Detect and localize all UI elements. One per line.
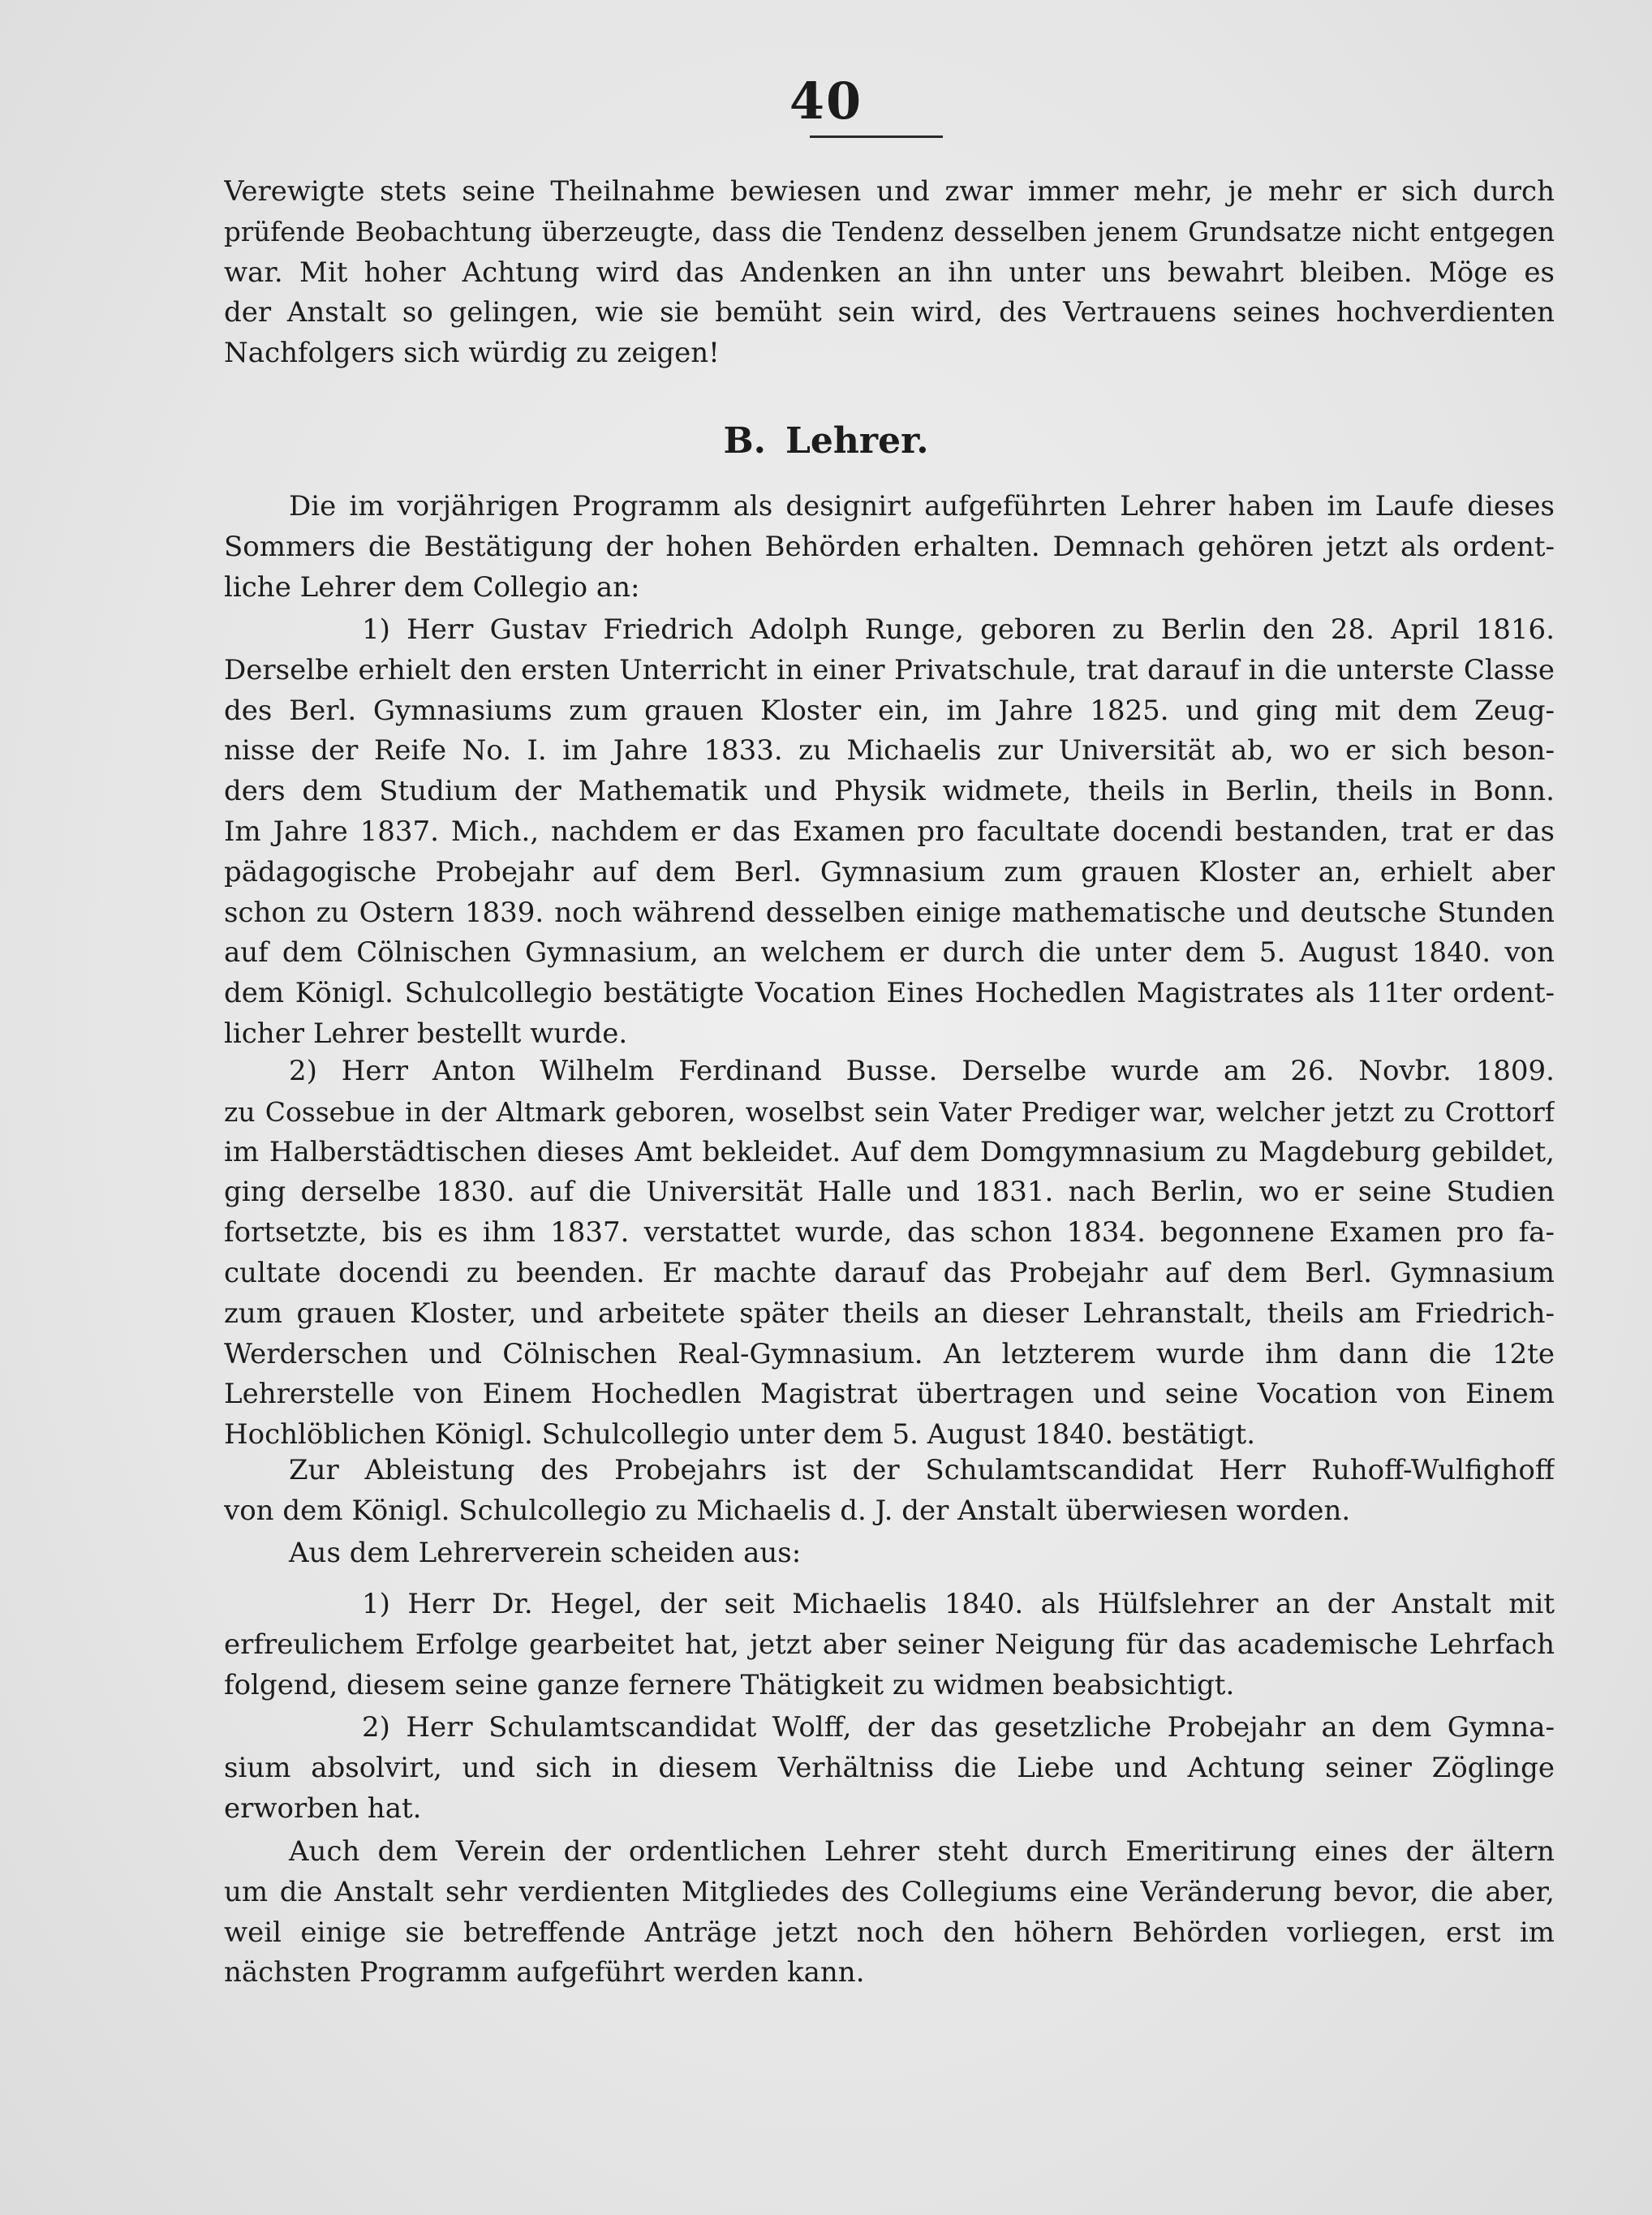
text-line: war. Mit hoher Achtung wird das Andenken an ihn unter uns bewahrt bleiben. Möge es: [224, 256, 1555, 289]
text-line: Verewigte stets seine Theilnahme bewiesen und zwar immer mehr, je mehr er sich durch: [224, 175, 1555, 208]
paragraph-teachers-intro: [224, 487, 1555, 608]
text-line: 2) Herr Anton Wilhelm Ferdinand Busse. Derselbe wurde am 26. Novbr. 1809.: [289, 1055, 1555, 1087]
paragraph-hegel: [224, 1585, 1555, 1705]
text-line: des Berl. Gymnasiums zum grauen Kloster ein, im Jahre 1825. und ging mit dem Zeug-: [224, 694, 1555, 727]
text-line: licher Lehrer bestellt wurde.: [224, 1017, 628, 1050]
text-line: Hochlöblichen Königl. Schulcollegio unter dem 5. August 1840. bestätigt.: [224, 1418, 1255, 1452]
section-label: B.: [723, 420, 766, 462]
text-line: weil einige sie betreffende Anträge jetzt noch den höhern Behörden vorliegen, erst im: [224, 1916, 1555, 1949]
text-line: Sommers die Bestätigung der hohen Behörden erhalten. Demnach gehören jetzt als ordent-: [224, 530, 1555, 563]
text-line: Im Jahre 1837. Mich., nachdem er das Examen pro facultate docendi bestanden, trat er das: [224, 815, 1555, 848]
text-line: erworben hat.: [224, 1791, 422, 1825]
text-line: zu Cossebue in der Altmark geboren, woselbst sein Vater Prediger war, welcher jetzt zu Crottorf: [224, 1095, 1555, 1128]
text-line: pädagogische Probejahr auf dem Berl. Gymnasium zum grauen Kloster an, erhielt aber: [224, 855, 1555, 888]
text-line: Die im vorjährigen Programm als designirt aufgeführten Lehrer haben im Laufe dieses: [289, 490, 1555, 523]
text-line: ders dem Studium der Mathematik und Physik widmete, theils in Berlin, theils in Bonn.: [224, 775, 1555, 808]
text-line: fortsetzte, bis es ihm 1837. verstattet wurde, das schon 1834. begonnene Examen pro fa-: [224, 1216, 1555, 1249]
page-number-rule: [810, 135, 943, 138]
text-line: Auch dem Verein der ordentlichen Lehrer steht durch Emeritirung eines der ältern: [289, 1835, 1555, 1868]
text-line: auf dem Cölnischen Gymnasium, an welchem er durch die unter dem 5. August 1840. von: [224, 936, 1555, 970]
text-line: Zur Ableistung des Probejahrs ist der Schulamtscandidat Herr Ruhoff-Wulfighoff: [289, 1454, 1555, 1486]
text-line: schon zu Ostern 1839. noch während desselben einige mathematische und deutsche Stunden: [224, 896, 1555, 929]
text-line: der Anstalt so gelingen, wie sie bemüht sein wird, des Vertrauens seines hochverdienten: [224, 296, 1555, 329]
paragraph-final: [224, 1832, 1555, 1994]
text-line: dem Königl. Schulcollegio bestätigte Vocation Eines Hochedlen Magistrates als 11ter ordent-: [224, 977, 1555, 1010]
text-line: von dem Königl. Schulcollegio zu Michaelis d. J. der Anstalt überwiesen worden.: [224, 1494, 1351, 1527]
text-line: nächsten Programm aufgeführt werden kann.: [224, 1956, 865, 1989]
text-line: im Halberstädtischen dieses Amt bekleidet. Auf dem Domgymnasium zu Magdeburg gebildet,: [224, 1135, 1555, 1168]
section-heading: [0, 420, 1652, 462]
text-line: sium absolvirt, und sich in diesem Verhältniss die Liebe und Achtung seiner Zöglinge: [224, 1751, 1555, 1784]
text-line: Lehrerstelle von Einem Hochedlen Magistrat übertragen und seine Vocation von Einem: [224, 1378, 1555, 1411]
text-line: Nachfolgers sich würdig zu zeigen!: [224, 337, 720, 370]
paragraph-busse: [224, 1052, 1555, 1456]
paragraph-probejahr: [224, 1451, 1555, 1532]
text-line: erfreulichem Erfolge gearbeitet hat, jetzt aber seiner Neigung für das academische Lehrfach: [224, 1628, 1555, 1661]
paragraph-wolff: [224, 1708, 1555, 1829]
text-line: ging derselbe 1830. auf die Universität Halle und 1831. nach Berlin, wo er seine Studien: [224, 1176, 1555, 1209]
paragraph-runge: [224, 610, 1555, 1055]
text-line: um die Anstalt sehr verdienten Mitgliedes des Collegiums eine Veränderung bevor, die aber,: [224, 1875, 1555, 1908]
text-line: cultate docendi zu beenden. Er machte darauf das Probejahr auf dem Berl. Gymnasium: [224, 1256, 1555, 1289]
text-line: Derselbe erhielt den ersten Unterricht in einer Privatschule, trat darauf in die unterste Classe: [224, 653, 1555, 686]
text-line: folgend, diesem seine ganze fernere Thätigkeit zu widmen beabsichtigt.: [224, 1668, 1235, 1701]
page-number: 40: [789, 71, 863, 131]
text-line: Werderschen und Cölnischen Real-Gymnasium. An letzterem wurde ihm dann die 12te: [224, 1337, 1555, 1370]
intro-block: [224, 172, 1555, 374]
text-line: Aus dem Lehrerverein scheiden aus:: [289, 1537, 802, 1569]
text-line: liche Lehrer dem Collegio an:: [224, 570, 640, 604]
text-line: 1) Herr Dr. Hegel, der seit Michaelis 1840. als Hülfslehrer an der Anstalt mit: [362, 1588, 1555, 1620]
section-title: Lehrer.: [785, 420, 929, 462]
text-line: 1) Herr Gustav Friedrich Adolph Runge, geboren zu Berlin den 28. April 1816.: [362, 613, 1555, 646]
text-line: zum grauen Kloster, und arbeitete später theils an dieser Lehranstalt, theils am Friedrich-: [224, 1297, 1555, 1330]
text-line: 2) Herr Schulamtscandidat Wolff, der das gesetzliche Probejahr an dem Gymna-: [362, 1711, 1555, 1744]
paragraph-leaving: [224, 1533, 1555, 1574]
text-line: nisse der Reife No. I. im Jahre 1833. zu Michaelis zur Universität ab, wo er sich beson-: [224, 734, 1555, 768]
text-line: prüfende Beobachtung überzeugte, dass die Tendenz desselben jenem Grundsatze nicht entgegen: [224, 216, 1555, 247]
